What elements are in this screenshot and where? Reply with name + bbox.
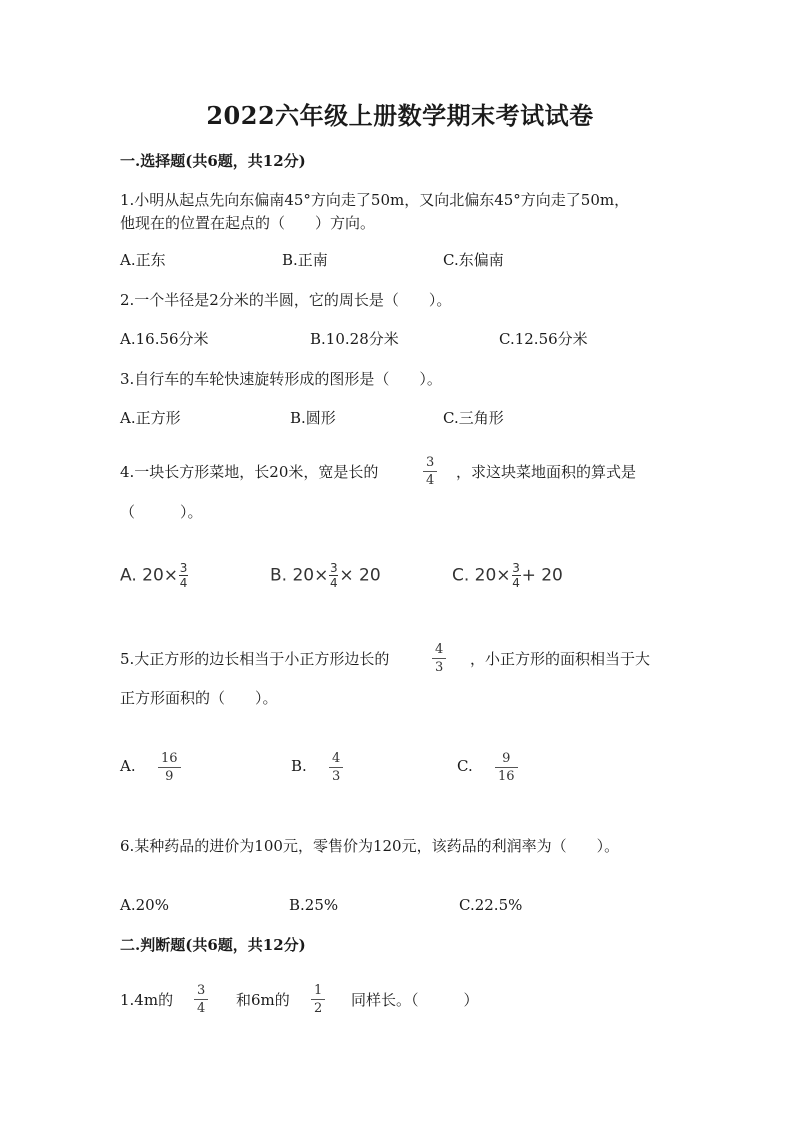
question-3-option-c[interactable]: C.三角形 — [443, 409, 504, 427]
option-a-fraction — [179, 562, 188, 589]
fraction-denominator: 4 — [197, 1001, 206, 1016]
fraction-denominator: 4 — [512, 576, 520, 590]
question-5-fraction — [432, 642, 446, 675]
fraction-denominator: 16 — [498, 769, 515, 784]
question-6-text: 6.某种药品的进价为100元，零售价为120元，该药品的利润率为（ ）。 — [120, 837, 620, 855]
question-5-text-pre: 5.大正方形的边长相当于小正方形边长的 — [120, 650, 390, 668]
question-2-text: 2.一个半径是2分米的半圆，它的周长是（ ）。 — [120, 291, 452, 309]
judgement-1-fraction-1 — [194, 983, 208, 1016]
question-3-option-b[interactable]: B.圆形 — [290, 409, 336, 427]
question-1-option-b[interactable]: B.正南 — [282, 251, 328, 269]
judgement-1-text-post: 同样长。（ ） — [351, 991, 479, 1009]
question-6-option-c[interactable]: C.22.5% — [459, 896, 523, 914]
fraction-numerator: 16 — [161, 751, 178, 766]
question-2-option-c[interactable]: C.12.56分米 — [499, 330, 588, 348]
fraction-denominator: 3 — [435, 660, 444, 675]
fraction-bar — [495, 767, 518, 768]
section-heading-choice: 一.选择题(共6题，共12分) — [120, 152, 306, 170]
fraction-numerator: 9 — [502, 751, 511, 766]
question-2-option-a[interactable]: A.16.56分米 — [120, 330, 209, 348]
page-title: 2022六年级上册数学期末考试试卷 — [206, 101, 594, 130]
question-5-option-a-fraction[interactable] — [158, 751, 181, 784]
question-5-option-b-label[interactable]: B. — [291, 757, 307, 775]
fraction-numerator: 1 — [314, 983, 323, 998]
question-6-option-a[interactable]: A.20% — [120, 896, 169, 914]
question-5-option-a-label[interactable]: A. — [120, 757, 136, 775]
fraction-numerator: 3 — [330, 561, 338, 575]
question-1-line-2: 他现在的位置在起点的（ ）方向。 — [120, 214, 376, 232]
fraction-bar — [432, 658, 446, 659]
fraction-denominator: 4 — [426, 473, 435, 488]
question-4-option-a[interactable] — [120, 562, 189, 589]
question-5-option-c-fraction[interactable] — [495, 751, 518, 784]
fraction-bar — [194, 999, 208, 1000]
fraction-numerator: 3 — [426, 455, 435, 470]
question-3-option-a[interactable]: A.正方形 — [120, 409, 181, 427]
fraction-denominator: 4 — [179, 576, 188, 590]
fraction-bar — [329, 767, 343, 768]
fraction-denominator: 9 — [165, 769, 174, 784]
question-1-option-c[interactable]: C.东偏南 — [443, 251, 504, 269]
fraction-denominator: 4 — [330, 576, 338, 590]
judgement-1-fraction-2 — [311, 983, 325, 1016]
question-4-text-post: ，求这块菜地面积的算式是 — [456, 463, 637, 481]
question-4-option-b[interactable] — [270, 562, 381, 589]
option-c-suffix: + 20 — [521, 565, 563, 586]
option-c-fraction — [512, 562, 521, 589]
question-5-option-c-label[interactable]: C. — [457, 757, 473, 775]
option-b-prefix: B. 20× — [270, 565, 329, 586]
fraction-bar — [158, 767, 181, 768]
section-heading-judgement: 二.判断题(共6题，共12分) — [120, 936, 306, 954]
fraction-numerator: 3 — [512, 561, 520, 575]
option-b-suffix: × 20 — [339, 565, 381, 586]
question-2-option-b[interactable]: B.10.28分米 — [310, 330, 399, 348]
fraction-denominator: 2 — [314, 1001, 323, 1016]
question-5-line-2: 正方形面积的（ ）。 — [120, 689, 278, 707]
judgement-1-text-mid: 和6m的 — [236, 991, 290, 1009]
judgement-1-text-pre: 1.4m的 — [120, 991, 174, 1009]
fraction-bar — [423, 471, 437, 472]
question-4-line-2: （ ）。 — [120, 503, 203, 521]
fraction-bar — [311, 999, 325, 1000]
option-c-prefix: C. 20× — [452, 565, 511, 586]
question-3-text: 3.自行车的车轮快速旋转形成的图形是（ ）。 — [120, 370, 442, 388]
fraction-denominator: 3 — [332, 769, 341, 784]
fraction-numerator: 4 — [435, 642, 444, 657]
question-4-text-pre: 4.一块长方形菜地，长20米，宽是长的 — [120, 463, 379, 481]
fraction-numerator: 3 — [197, 983, 206, 998]
question-4-option-c[interactable] — [452, 562, 563, 589]
option-b-fraction — [329, 562, 338, 589]
question-4-fraction — [423, 455, 437, 488]
question-1-line-1: 1.小明从起点先向东偏南45°方向走了50m，又向北偏东45°方向走了50m， — [120, 191, 630, 209]
fraction-numerator: 4 — [332, 751, 341, 766]
option-a-prefix: A. 20× — [120, 565, 179, 586]
fraction-numerator: 3 — [179, 561, 188, 575]
question-5-option-b-fraction[interactable] — [329, 751, 343, 784]
question-6-option-b[interactable]: B.25% — [289, 896, 339, 914]
question-1-option-a[interactable]: A.正东 — [120, 251, 166, 269]
question-5-text-post: ，小正方形的面积相当于大 — [470, 650, 651, 668]
